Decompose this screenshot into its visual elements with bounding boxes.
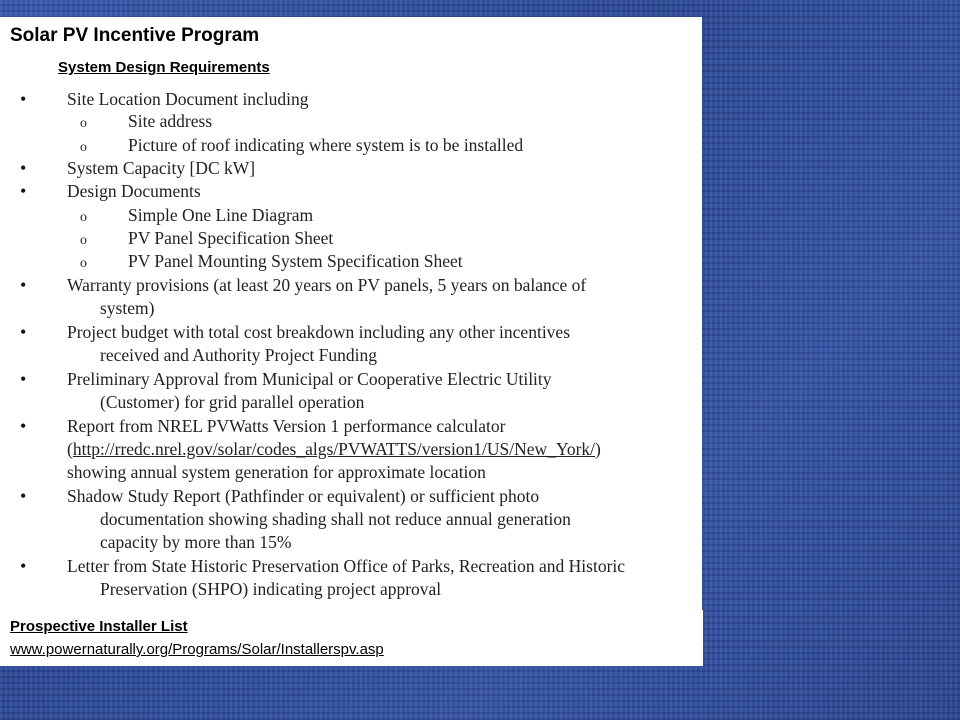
slide-content-panel: [0, 17, 702, 610]
pvwatts-url-line: [67, 438, 601, 461]
list-item: Site address: [128, 111, 213, 131]
bullet-icon: •: [20, 556, 27, 576]
list-item: Picture of roof indicating where system is to be installed: [128, 135, 524, 155]
section-heading: System Design Requirements: [58, 59, 270, 76]
list-item-continuation: capacity by more than 15%: [100, 532, 292, 552]
bullet-icon: •: [20, 322, 27, 342]
circle-bullet-icon: o: [80, 116, 87, 131]
list-item: Shadow Study Report (Pathfinder or equivalent) or sufficient photo: [67, 486, 540, 506]
list-item: PV Panel Specification Sheet: [128, 228, 334, 248]
paren-open: (: [67, 439, 73, 459]
list-item: Site Location Document including: [67, 89, 309, 109]
list-item: Report from NREL PVWatts Version 1 performance calculator: [67, 416, 506, 436]
installer-list-heading: Prospective Installer List: [10, 618, 188, 635]
list-item: System Capacity [DC kW]: [67, 158, 256, 178]
circle-bullet-icon: o: [80, 140, 87, 155]
installer-panel: [0, 610, 703, 666]
slide-title: Solar PV Incentive Program: [10, 25, 260, 46]
paren-close: ): [595, 439, 601, 459]
circle-bullet-icon: o: [80, 233, 87, 248]
list-item-continuation: showing annual system generation for approximate location: [67, 462, 486, 482]
list-item: Simple One Line Diagram: [128, 205, 314, 225]
list-item-continuation: documentation showing shading shall not reduce annual generation: [100, 509, 571, 529]
circle-bullet-icon: o: [80, 210, 87, 225]
pvwatts-url: http://rredc.nrel.gov/solar/codes_algs/PVWATTS/version1/US/New_York/: [72, 439, 596, 459]
list-item: Project budget with total cost breakdown including any other incentives: [67, 322, 571, 342]
list-item: Design Documents: [67, 181, 201, 201]
list-item: Preliminary Approval from Municipal or Cooperative Electric Utility: [67, 369, 552, 389]
bullet-icon: •: [20, 486, 27, 506]
list-item-continuation: received and Authority Project Funding: [100, 345, 378, 365]
list-item: Letter from State Historic Preservation Office of Parks, Recreation and Historic: [67, 556, 626, 576]
bullet-icon: •: [20, 275, 27, 295]
bullet-icon: •: [20, 158, 27, 178]
bullet-icon: •: [20, 369, 27, 389]
list-item-continuation: Preservation (SHPO) indicating project approval: [100, 579, 442, 599]
bullet-icon: •: [20, 89, 27, 109]
list-item-continuation: (Customer) for grid parallel operation: [100, 392, 365, 412]
scanned-requirements-list: [0, 17, 702, 610]
list-item: PV Panel Mounting System Specification Sheet: [128, 251, 463, 271]
bullet-icon: •: [20, 181, 27, 201]
list-item: Warranty provisions (at least 20 years on PV panels, 5 years on balance of: [67, 275, 587, 295]
installer-list-link[interactable]: www.powernaturally.org/Programs/Solar/Installerspv.asp: [10, 641, 384, 658]
circle-bullet-icon: o: [80, 256, 87, 271]
bullet-icon: •: [20, 416, 27, 436]
list-item-continuation: system): [100, 298, 155, 318]
